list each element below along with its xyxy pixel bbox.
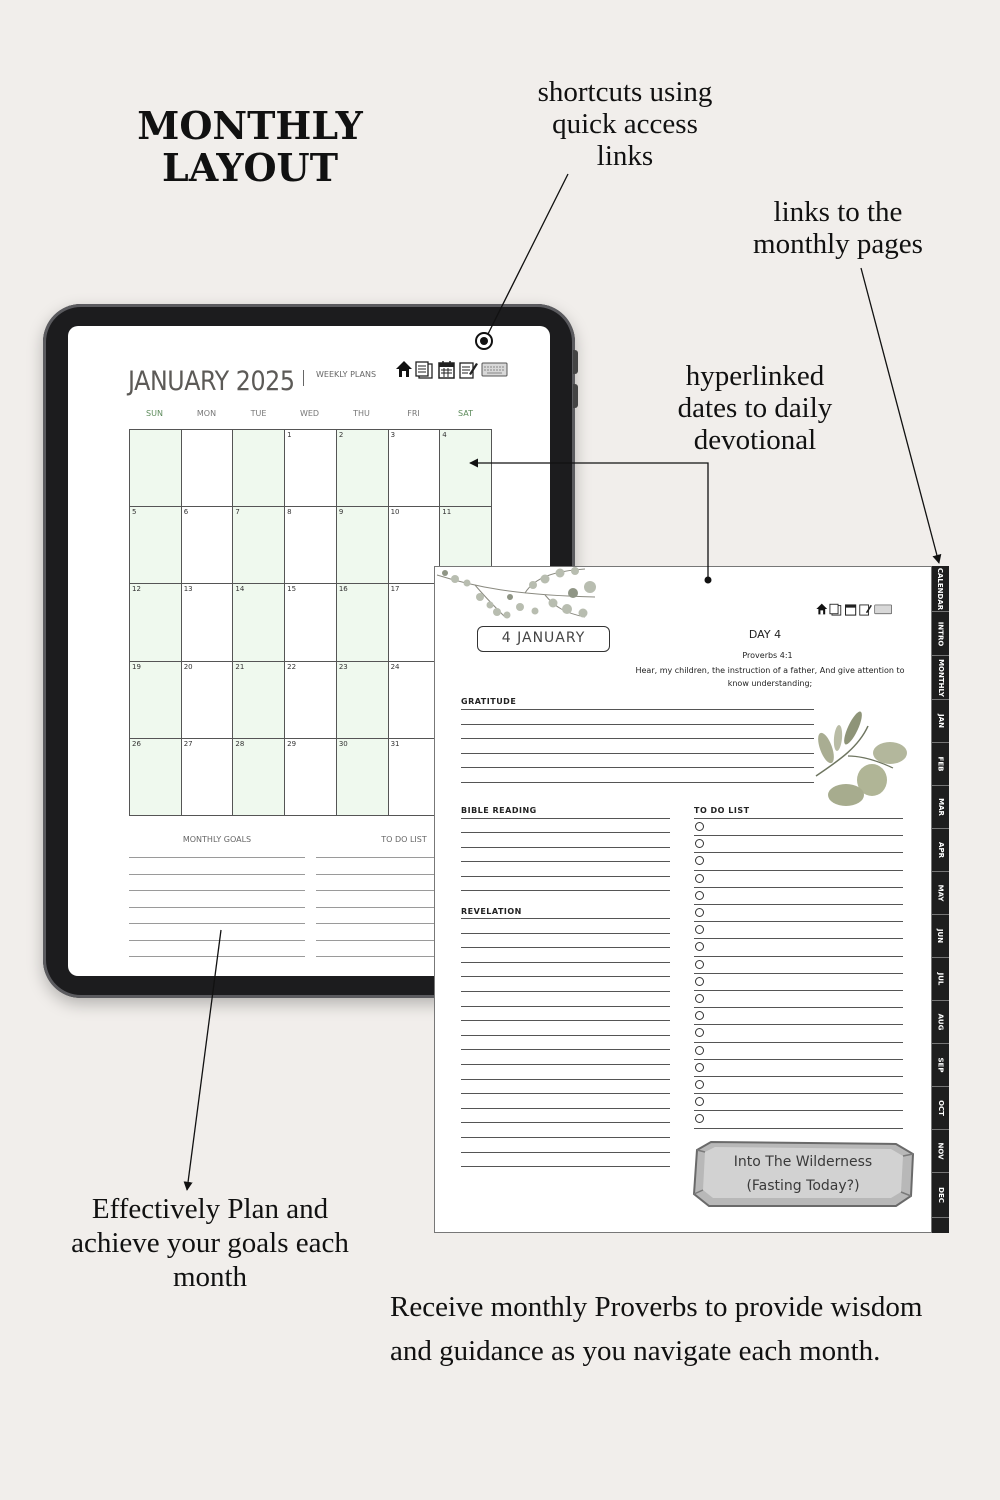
writing-line (461, 1152, 670, 1153)
writing-line (461, 1006, 670, 1007)
writing-line (694, 835, 903, 836)
writing-line (461, 1020, 670, 1021)
calendar-day-cell[interactable]: 7 (232, 506, 285, 584)
tab-jan[interactable] (932, 700, 949, 743)
tab-sep[interactable] (932, 1044, 949, 1087)
calendar-day-cell[interactable]: 22 (284, 661, 337, 739)
todo-checkbox[interactable] (695, 1063, 704, 1072)
writing-line (461, 1049, 670, 1050)
todo-checkbox[interactable] (695, 994, 704, 1003)
weekday-mon: MON (196, 409, 217, 418)
calendar-day-cell[interactable]: 6 (181, 506, 234, 584)
writing-line (129, 874, 305, 875)
daily-quick-access-icons (815, 601, 893, 617)
keyboard-icon[interactable] (482, 363, 507, 376)
calendar-day-cell[interactable]: 9 (336, 506, 389, 584)
calendar-day-cell[interactable]: 16 (336, 583, 389, 661)
writing-line (694, 1007, 903, 1008)
headline-line-1: MONTHLY (137, 103, 363, 148)
calendar-icon[interactable] (439, 361, 454, 378)
writing-line (461, 782, 814, 783)
writing-line (694, 938, 903, 939)
annotation-line: Effectively Plan and (91, 1193, 329, 1225)
writing-line (694, 1110, 903, 1111)
writing-line (461, 767, 814, 768)
calendar-day-cell[interactable]: 5 (129, 506, 182, 584)
todo-checkbox[interactable] (695, 960, 704, 969)
calendar-day-cell[interactable]: 27 (181, 738, 234, 816)
writing-line (461, 1166, 670, 1167)
writing-line (694, 1093, 903, 1094)
tab-mar[interactable] (932, 786, 949, 829)
tab-dec[interactable] (932, 1173, 949, 1218)
tab-label: JUN (936, 928, 945, 944)
writing-line (461, 724, 814, 725)
tablet-side-button (573, 384, 578, 408)
journal-icon[interactable] (860, 605, 872, 615)
calendar-day-cell[interactable]: 1 (284, 429, 337, 507)
writing-line (129, 956, 305, 957)
todo-checkbox[interactable] (695, 822, 704, 831)
annotation-line: hyperlinked (685, 360, 825, 392)
todo-checkbox[interactable] (695, 874, 704, 883)
tab-apr[interactable] (932, 829, 949, 872)
calendar-empty-cell (181, 429, 234, 507)
writing-line (461, 832, 670, 833)
writing-line (461, 1122, 670, 1123)
annotation-hyperlinked-dates (650, 360, 860, 456)
writing-line (694, 904, 903, 905)
monthly-todo-label: TO DO LIST (381, 835, 427, 844)
calendar-day-cell[interactable]: 31 (388, 738, 441, 816)
writing-line (461, 876, 670, 877)
writing-line (461, 918, 670, 919)
writing-line (461, 1035, 670, 1036)
calendar-day-cell[interactable]: 29 (284, 738, 337, 816)
writing-line (461, 847, 670, 848)
tab-label: OCT (936, 1100, 945, 1116)
calendar-day-cell[interactable]: 21 (232, 661, 285, 739)
calendar-day-cell[interactable]: 24 (388, 661, 441, 739)
tab-calendar[interactable] (932, 566, 949, 612)
weekday-sat: SAT (458, 409, 473, 418)
writing-line (129, 890, 305, 891)
annotation-proverbs: Receive monthly Proverbs to provide wisdom and guidance as you navigate each month. (390, 1291, 923, 1367)
writing-line (129, 940, 305, 941)
calendar-day-cell[interactable]: 26 (129, 738, 182, 816)
calendar-icon[interactable] (846, 605, 856, 615)
todo-checkbox[interactable] (695, 1046, 704, 1055)
writing-line (694, 956, 903, 957)
tab-label: INTRO (936, 621, 945, 646)
calendar-day-cell[interactable]: 2 (336, 429, 389, 507)
weekday-fri: FRI (407, 409, 420, 418)
tab-jun[interactable] (932, 915, 949, 958)
writing-line (694, 870, 903, 871)
writing-line (694, 818, 903, 819)
daily-date-box: 4 JANUARY (477, 626, 610, 652)
day-number-label: DAY 4 (748, 628, 782, 641)
tab-label: FEB (936, 756, 945, 772)
tab-feb[interactable] (932, 743, 949, 786)
proverb-verse: Hear, my children, the instruction of a father, And give attention to know understanding; (635, 666, 905, 688)
home-icon[interactable] (816, 604, 827, 615)
tab-label: SEP (936, 1057, 945, 1073)
tab-intro[interactable] (932, 612, 949, 656)
todo-checkbox[interactable] (695, 908, 704, 917)
calendar-day-cell[interactable]: 13 (181, 583, 234, 661)
calendar-day-cell[interactable]: 10 (388, 506, 441, 584)
tab-aug[interactable] (932, 1001, 949, 1044)
quick-access-icons (394, 358, 509, 380)
page-headline (100, 105, 400, 189)
annotation-line: links to the (773, 196, 903, 228)
writing-line (461, 1079, 670, 1080)
calendar-day-cell[interactable]: 15 (284, 583, 337, 661)
keyboard-icon[interactable] (875, 605, 892, 614)
weekday-wed: WED (299, 409, 320, 418)
calendar-day-cell[interactable]: 20 (181, 661, 234, 739)
weekday-sun: SUN (146, 409, 163, 418)
writing-line (694, 1128, 903, 1129)
monthly-goals-label: MONTHLY GOALS (182, 835, 252, 844)
writing-line (461, 1137, 670, 1138)
writing-line (461, 962, 670, 963)
writing-line (694, 1076, 903, 1077)
writing-line (694, 921, 903, 922)
weekly-plans-link[interactable]: WEEKLY PLANS (316, 370, 377, 379)
tab-label: AUG (936, 1013, 945, 1031)
annotation-line: shortcuts using (537, 76, 713, 108)
tab-label: MAY (936, 884, 945, 902)
tab-oct[interactable] (932, 1087, 949, 1130)
writing-line (461, 861, 670, 862)
writing-line (694, 1042, 903, 1043)
calendar-empty-cell (232, 429, 285, 507)
writing-line (694, 990, 903, 991)
writing-line (129, 857, 305, 858)
todo-checkbox[interactable] (695, 891, 704, 900)
annotation-shortcuts (505, 76, 745, 172)
writing-line (694, 973, 903, 974)
notes-icon[interactable] (416, 362, 432, 378)
todo-checkbox[interactable] (695, 1080, 704, 1089)
writing-line (694, 852, 903, 853)
annotation-line: month (172, 1261, 248, 1293)
writing-line (461, 709, 814, 710)
weekday-tue: TUE (250, 409, 267, 418)
tab-may[interactable] (932, 872, 949, 915)
wilderness-line-2: (Fasting Today?) (746, 1178, 860, 1194)
annotation-line: links (596, 140, 654, 172)
calendar-day-cell[interactable]: 14 (232, 583, 285, 661)
month-title: JANUARY 2025 (128, 366, 295, 397)
eucalyptus-decoration (435, 567, 600, 622)
annotation-plan-goals (50, 1192, 370, 1294)
tab-label: DEC (936, 1187, 945, 1203)
writing-line (461, 738, 814, 739)
tab-jul[interactable] (932, 958, 949, 1001)
revelation-label: REVELATION (461, 907, 522, 916)
annotation-line: monthly pages (753, 228, 923, 260)
writing-line (461, 1108, 670, 1109)
home-icon[interactable] (396, 361, 412, 377)
tab-monthly[interactable] (932, 656, 949, 700)
olive-leaf-illustration (808, 706, 912, 810)
annotation-monthly-links (728, 196, 948, 260)
weekday-thu: THU (353, 409, 370, 418)
writing-line (129, 923, 305, 924)
calendar-day-cell[interactable]: 11 (439, 506, 492, 584)
tab-label: APR (936, 842, 945, 858)
tab-label: JAN (936, 714, 945, 728)
title-divider (303, 370, 304, 386)
writing-line (694, 887, 903, 888)
annotation-line: achieve your goals each (71, 1227, 349, 1259)
calendar-day-cell[interactable]: 23 (336, 661, 389, 739)
daily-todo-label: TO DO LIST (694, 806, 750, 815)
calendar-day-cell[interactable]: 8 (284, 506, 337, 584)
tab-label: MONTHLY (936, 658, 945, 697)
calendar-day-cell[interactable]: 30 (336, 738, 389, 816)
writing-line (694, 1024, 903, 1025)
monthly-links-arrow (861, 268, 939, 563)
headline-line-2: LAYOUT (162, 145, 338, 190)
wilderness-button-label[interactable] (700, 1150, 906, 1198)
calendar-day-cell[interactable]: 4 (439, 429, 492, 507)
tab-nov[interactable] (932, 1130, 949, 1173)
calendar-empty-cell (129, 429, 182, 507)
writing-line (461, 1093, 670, 1094)
todo-checkbox[interactable] (695, 977, 704, 986)
tab-label: NOV (936, 1142, 945, 1160)
notes-icon[interactable] (830, 604, 841, 615)
proverb-reference: Proverbs 4:1 (742, 651, 793, 660)
writing-line (461, 818, 670, 819)
annotation-line: dates to daily (677, 392, 833, 424)
tab-label: CALENDAR (936, 567, 945, 610)
calendar-day-cell[interactable]: 19 (129, 661, 182, 739)
annotation-line: devotional (693, 424, 817, 456)
journal-icon[interactable] (460, 363, 478, 378)
writing-line (461, 890, 670, 891)
month-tabs (932, 566, 949, 1233)
writing-line (129, 907, 305, 908)
tablet-side-button (573, 350, 578, 374)
writing-line (461, 933, 670, 934)
calendar-day-cell[interactable]: 28 (232, 738, 285, 816)
calendar-day-cell[interactable]: 17 (388, 583, 441, 661)
tab-label: MAR (936, 798, 945, 816)
gratitude-label: GRATITUDE (461, 697, 517, 706)
writing-line (461, 947, 670, 948)
bible-reading-label: BIBLE READING (461, 806, 537, 815)
writing-line (461, 753, 814, 754)
writing-line (694, 1059, 903, 1060)
calendar-day-cell[interactable]: 3 (388, 429, 441, 507)
writing-line (461, 1064, 670, 1065)
calendar-day-cell[interactable]: 12 (129, 583, 182, 661)
wilderness-line-1: Into The Wilderness (733, 1154, 873, 1170)
writing-line (461, 991, 670, 992)
annotation-line: quick access (552, 108, 698, 140)
writing-line (461, 976, 670, 977)
tab-label: JUL (936, 972, 945, 986)
